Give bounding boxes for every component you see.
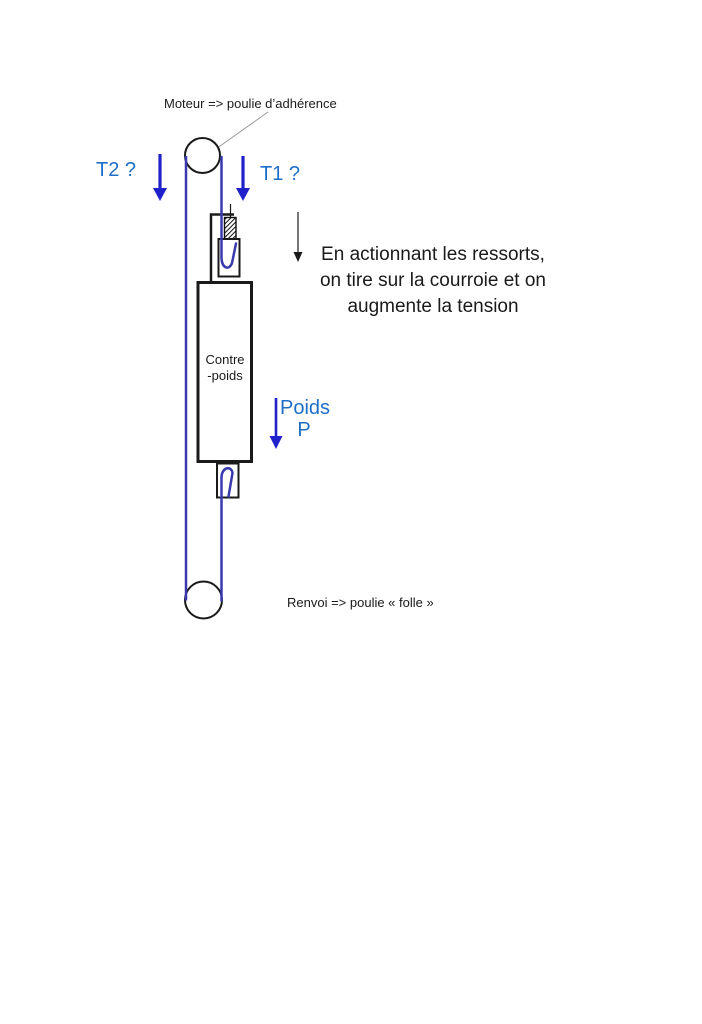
idler-pulley-label: Renvoi => poulie « folle » bbox=[287, 595, 434, 610]
counterweight-label-line-2: -poids bbox=[207, 368, 243, 383]
top-drive-pulley bbox=[185, 138, 220, 173]
t2-arrow-icon bbox=[153, 154, 167, 201]
t1-arrow-icon bbox=[236, 156, 250, 201]
counterweight-label bbox=[198, 352, 252, 384]
belt-right-lower-run-and-loop bbox=[222, 468, 233, 600]
bottom-idler-pulley bbox=[185, 582, 222, 619]
weight-p-label bbox=[280, 397, 331, 441]
motor-leader-line bbox=[213, 112, 268, 151]
motor-pulley-label: Moteur => poulie d’adhérence bbox=[164, 96, 337, 111]
annotation-line-1: En actionnant les ressorts, bbox=[321, 244, 545, 265]
tension-t2-label: T2 ? bbox=[96, 159, 137, 181]
annotation-line-3: augmente la tension bbox=[347, 296, 519, 317]
spring-icon bbox=[225, 218, 237, 240]
counterweight-label-line-1: Contre bbox=[205, 352, 245, 367]
belt-right-upper-run-and-loop bbox=[222, 157, 237, 268]
weight-p-label-line-1: Poids bbox=[280, 397, 331, 419]
tension-t1-label: T1 ? bbox=[260, 163, 301, 185]
spring-annotation-text bbox=[287, 242, 579, 320]
annotation-line-2: on tire sur la courroie et on bbox=[319, 270, 546, 291]
weight-p-label-line-2: P bbox=[297, 419, 311, 441]
